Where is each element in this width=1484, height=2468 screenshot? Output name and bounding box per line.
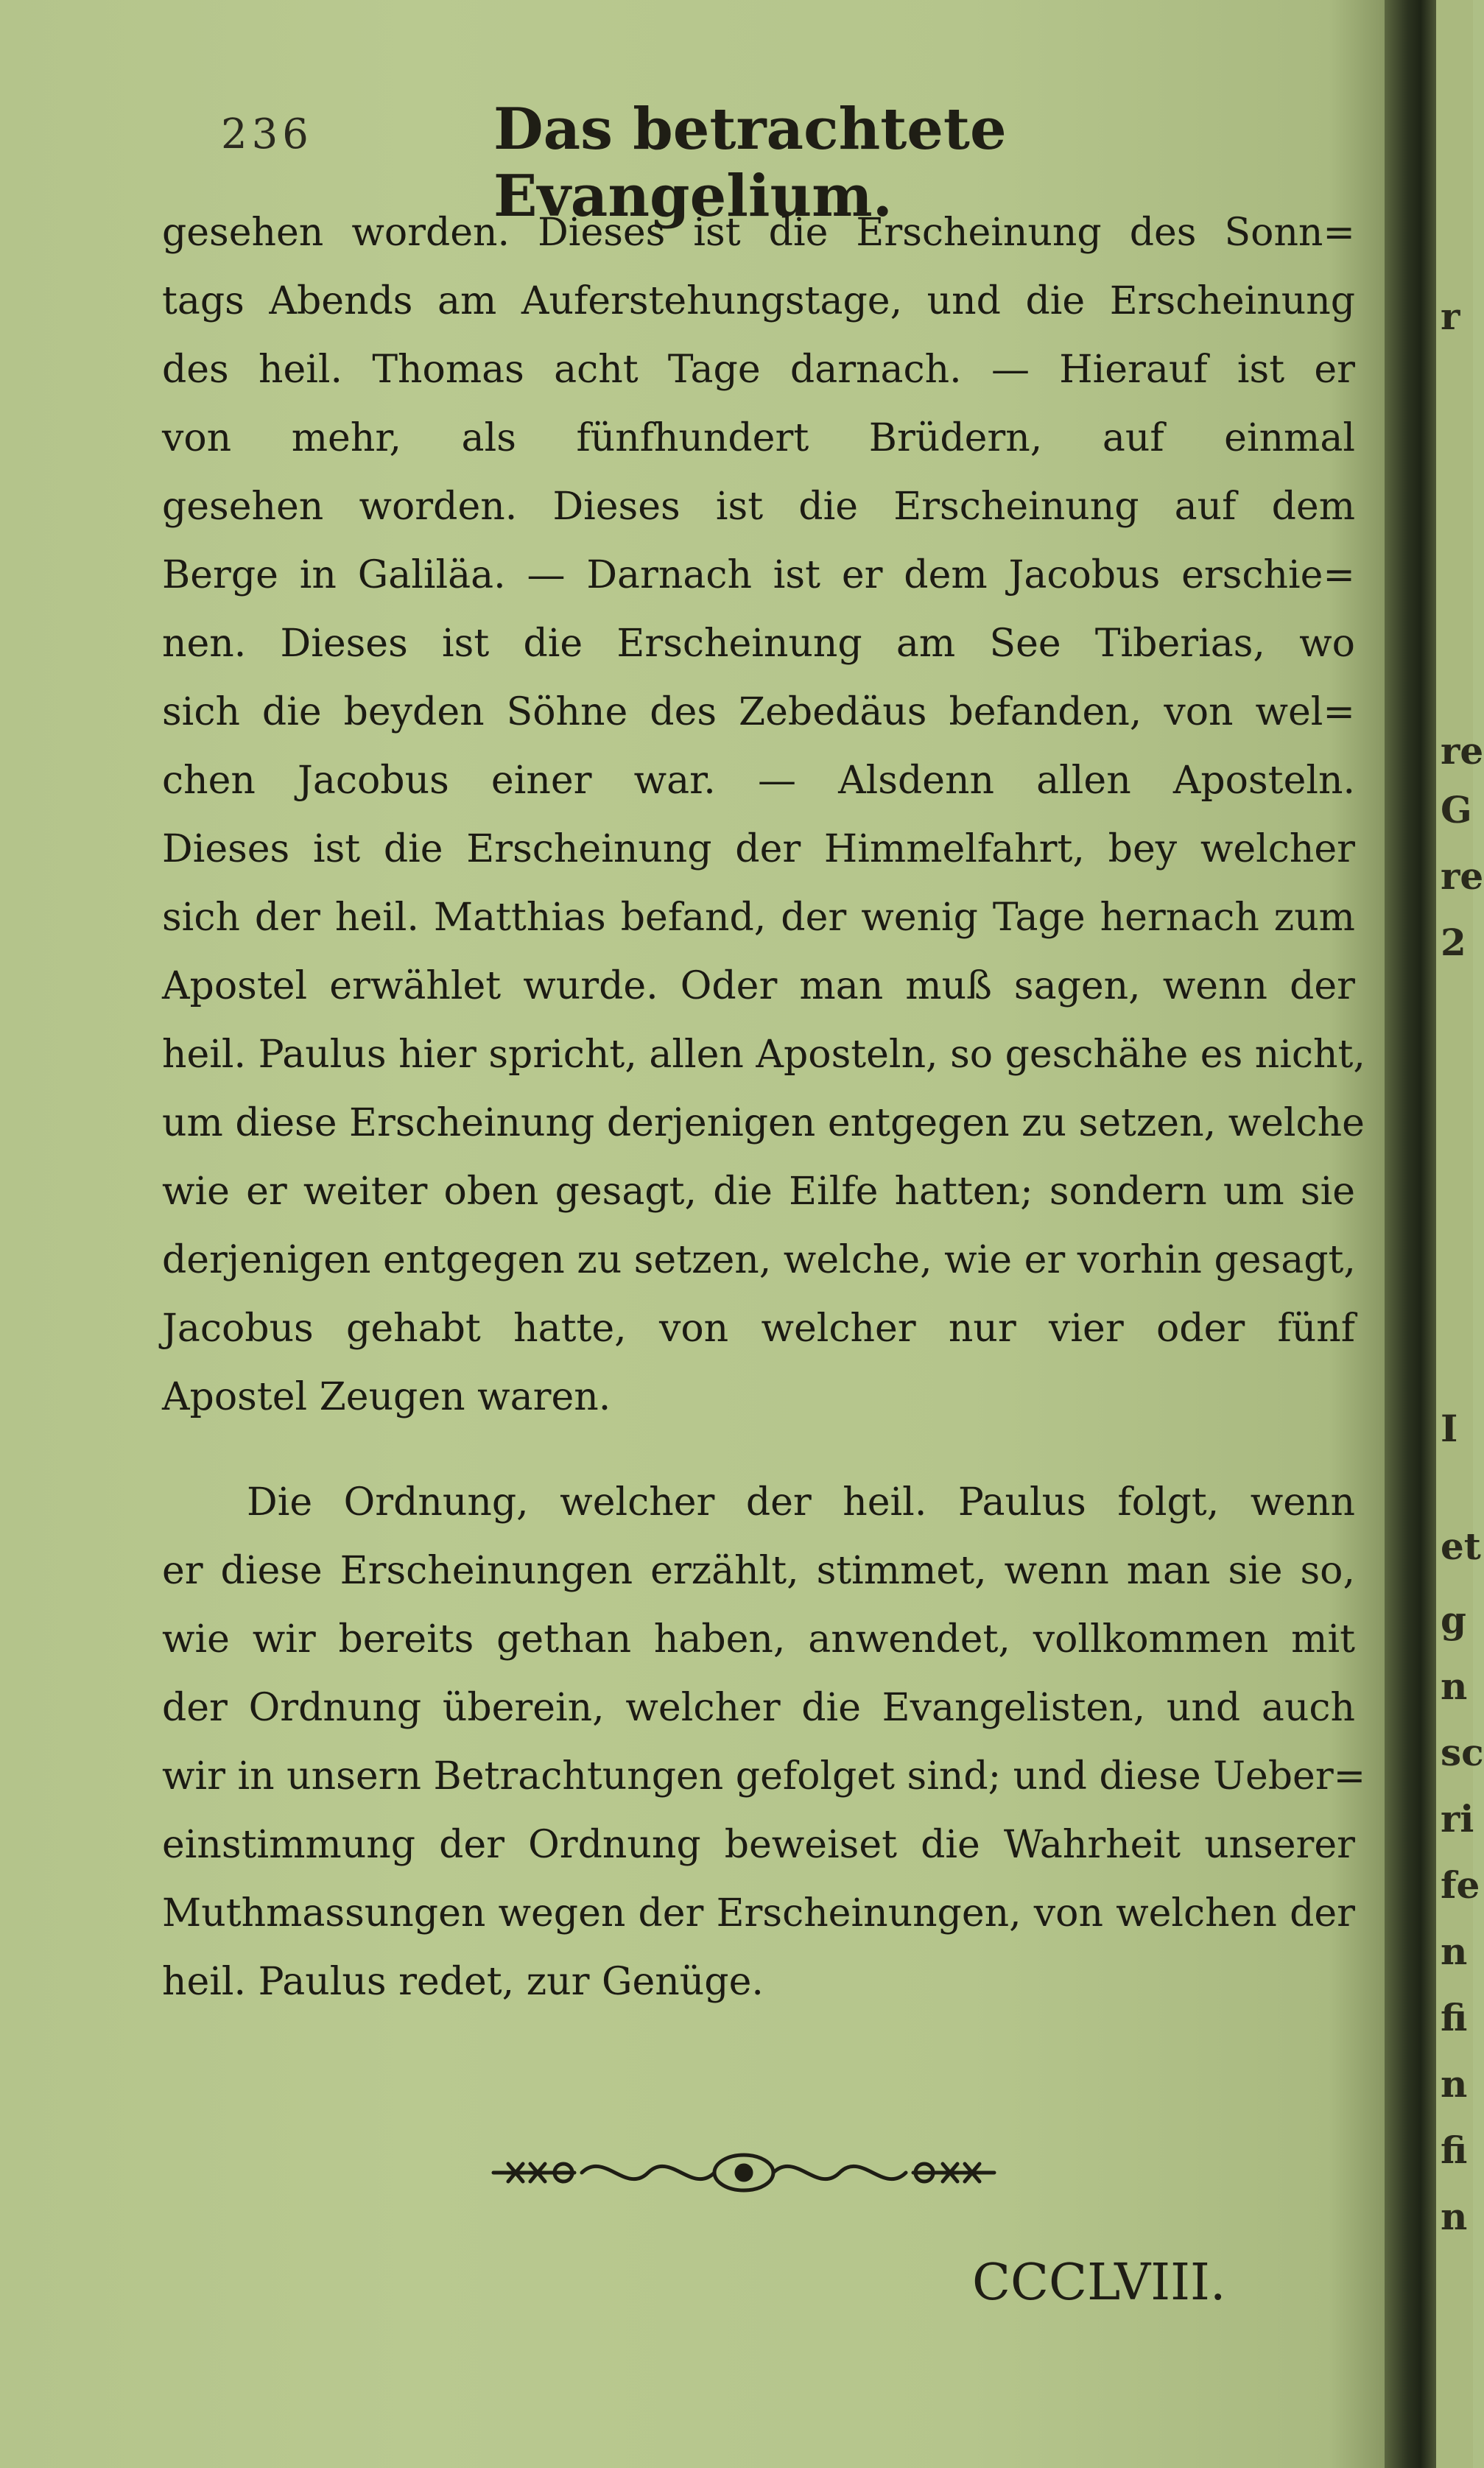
ornament-divider-icon xyxy=(486,2143,1002,2202)
adjacent-fragment: re xyxy=(1441,854,1484,898)
adjacent-fragment: sc xyxy=(1441,1731,1484,1774)
adjacent-fragment: n xyxy=(1441,1930,1468,1973)
text-line: einstimmung der Ordnung beweiset die Wahrheit unserer xyxy=(162,1823,1355,1867)
adjacent-fragment: r xyxy=(1441,295,1460,338)
page-header xyxy=(221,88,1252,230)
adjacent-fragment: re xyxy=(1441,729,1484,773)
adjacent-fragment: ri xyxy=(1441,1797,1474,1841)
text-line: der Ordnung überein, welcher die Evangelisten, und auch xyxy=(162,1686,1355,1730)
text-line: Jacobus gehabt hatte, von welcher nur vier oder fünf xyxy=(162,1307,1355,1351)
text-line: gesehen worden. Dieses ist die Erscheinung auf dem xyxy=(162,485,1355,529)
adjacent-fragment: et xyxy=(1441,1525,1481,1568)
text-line: sich die beyden Söhne des Zebedäus befanden, von wel= xyxy=(162,690,1355,734)
text-line: wie er weiter oben gesagt, die Eilfe hatten; sondern um sie xyxy=(162,1170,1355,1214)
adjacent-fragment: n xyxy=(1441,2195,1468,2238)
text-line: nen. Dieses ist die Erscheinung am See Tiberias, wo xyxy=(162,622,1355,666)
text-line: Apostel Zeugen waren. xyxy=(162,1375,611,1419)
text-line: Dieses ist die Erscheinung der Himmelfahrt, bey welcher xyxy=(162,827,1355,871)
text-line: wir in unsern Betrachtungen gefolget sind; und diese Ueber= xyxy=(162,1754,1366,1799)
adjacent-fragment: g xyxy=(1441,1598,1466,1642)
text-line: heil. Paulus hier spricht, allen Aposteln, so geschähe es nicht, xyxy=(162,1033,1365,1077)
adjacent-fragment: I xyxy=(1441,1407,1458,1450)
text-line: derjenigen entgegen zu setzen, welche, wie er vorhin gesagt, xyxy=(162,1238,1356,1282)
body-text xyxy=(162,199,1366,2017)
text-line: chen Jacobus einer war. — Alsdenn allen Aposteln. xyxy=(162,759,1355,803)
text-line: um diese Erscheinung derjenigen entgegen zu setzen, welche xyxy=(162,1101,1365,1145)
adjacent-fragment: n xyxy=(1441,1664,1468,1708)
book-gutter xyxy=(1385,0,1436,2468)
adjacent-fragment: n xyxy=(1441,2062,1468,2106)
adjacent-fragment: fi xyxy=(1441,2128,1468,2172)
text-line: Muthmassungen wegen der Erscheinungen, von welchen der xyxy=(162,1891,1355,1936)
text-line: Apostel erwählet wurde. Oder man muß sagen, wenn der xyxy=(162,964,1355,1008)
adjacent-fragment: fi xyxy=(1441,1996,1468,2039)
text-line: sich der heil. Matthias befand, der wenig Tage hernach zum xyxy=(162,896,1355,940)
catchword: CCCLVIII. xyxy=(972,2254,1226,2312)
text-line: Die Ordnung, welcher der heil. Paulus folgt, wenn xyxy=(247,1480,1355,1525)
text-line: heil. Paulus redet, zur Genüge. xyxy=(162,1960,764,2004)
adjacent-fragment: 2 xyxy=(1441,921,1466,964)
text-line: des heil. Thomas acht Tage darnach. — Hierauf ist er xyxy=(162,348,1355,392)
page-number: 236 xyxy=(221,110,313,158)
text-line: wie wir bereits gethan haben, anwendet, vollkommen mit xyxy=(162,1617,1355,1662)
paragraph xyxy=(162,1469,1366,2017)
adjacent-fragment: fe xyxy=(1441,1863,1480,1907)
text-line: tags Abends am Auferstehungstage, und die Erscheinung xyxy=(162,279,1355,323)
text-line: er diese Erscheinungen erzählt, stimmet, wenn man sie so, xyxy=(162,1549,1355,1593)
text-line: gesehen worden. Dieses ist die Erscheinung des Sonn= xyxy=(162,211,1355,255)
text-line: von mehr, als fünfhundert Brüdern, auf einmal xyxy=(162,416,1355,460)
adjacent-fragment: G xyxy=(1441,788,1472,832)
adjacent-page-edge xyxy=(1436,0,1484,2468)
running-title: Das betrachtete Evangelium. xyxy=(493,96,1007,230)
paragraph xyxy=(162,199,1365,1432)
text-line: Berge in Galiläa. — Darnach ist er dem Jacobus erschie= xyxy=(162,553,1355,597)
